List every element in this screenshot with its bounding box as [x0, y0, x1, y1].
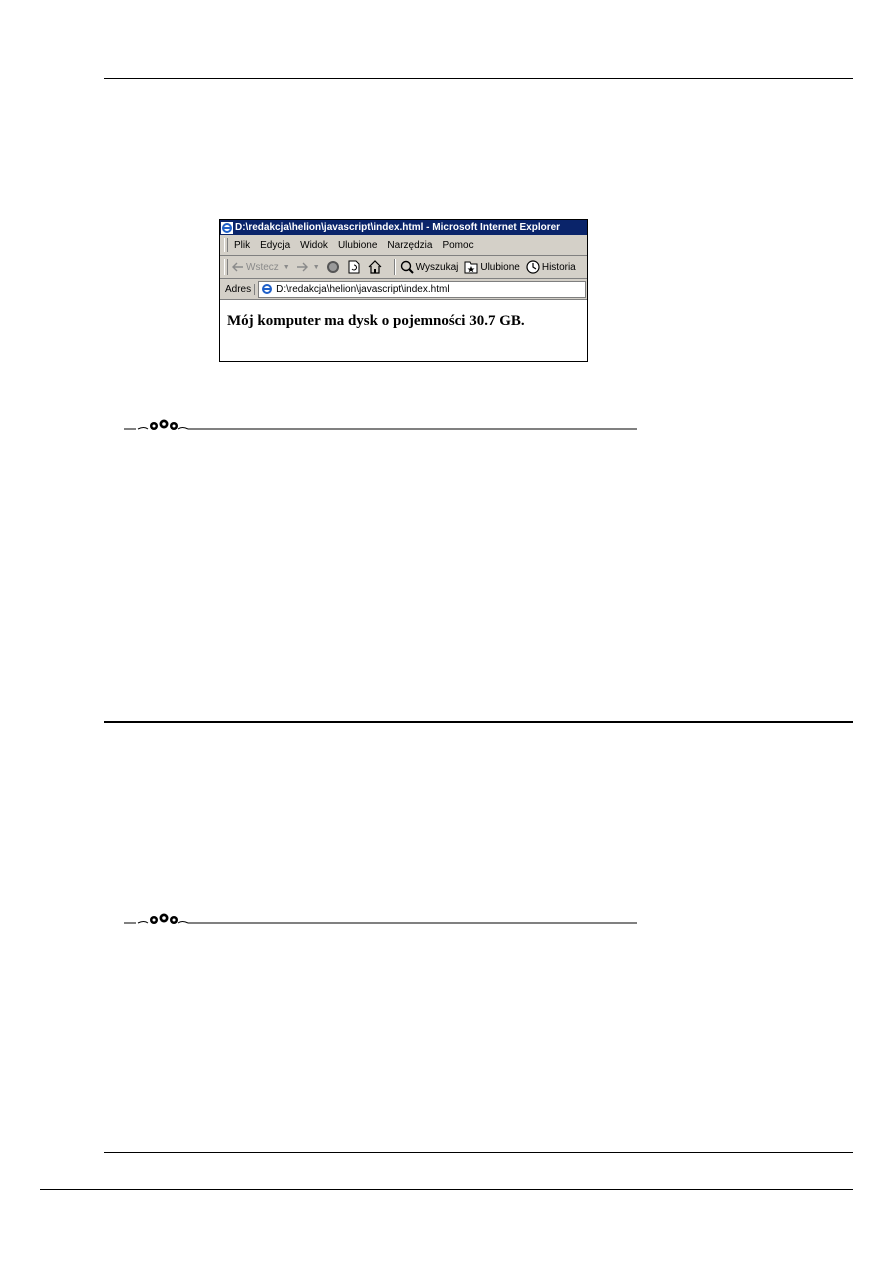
search-button[interactable] [400, 260, 459, 274]
header-rule [104, 78, 853, 79]
menu-item-ulubione[interactable]: Ulubione [337, 239, 378, 251]
lower-rule [104, 1152, 853, 1153]
address-input[interactable] [258, 281, 586, 298]
browser-title-text: D:\redakcja\helion\javascript\index.html - Microsoft Internet Explorer [235, 222, 561, 233]
address-value: D:\redakcja\helion\javascript\index.html [276, 283, 450, 295]
toolbar-grip [224, 259, 228, 275]
back-dropdown-icon[interactable]: ▼ [282, 263, 290, 271]
refresh-icon [348, 260, 360, 274]
menu-item-widok[interactable]: Widok [300, 239, 328, 251]
home-icon [368, 260, 382, 274]
address-bar [220, 279, 587, 300]
ie-logo-icon [221, 222, 233, 234]
menubar-grip [224, 238, 228, 252]
history-button[interactable] [526, 260, 576, 274]
content-text: Mój komputer ma dysk o pojemności 30.7 GB. [227, 313, 525, 329]
address-label: Adres [222, 284, 255, 295]
back-button[interactable] [232, 262, 290, 273]
search-icon [400, 260, 414, 274]
refresh-button[interactable] [348, 260, 362, 274]
search-button-label: Wyszukaj [415, 261, 459, 273]
toolbar-separator [394, 259, 396, 275]
favorites-button[interactable] [464, 261, 519, 274]
ornament-divider-1 [124, 418, 637, 438]
ornament-icon [124, 912, 637, 932]
menu-item-pomoc[interactable]: Pomoc [442, 239, 474, 251]
menu-item-plik[interactable]: Plik [234, 239, 251, 251]
page-icon [261, 283, 273, 295]
stop-icon [326, 260, 340, 274]
favorites-button-label: Ulubione [480, 261, 520, 273]
standard-toolbar [220, 256, 587, 279]
page-content [220, 300, 587, 330]
browser-window [219, 219, 588, 362]
menu-item-narzedzia[interactable]: Narzędzia [387, 239, 433, 251]
forward-button[interactable] [296, 262, 320, 272]
ornament-divider-2 [124, 912, 637, 932]
back-button-label: Wstecz [246, 261, 279, 273]
history-button-label: Historia [541, 261, 576, 273]
favorites-icon [464, 261, 478, 274]
forward-arrow-icon [296, 262, 308, 272]
home-button[interactable] [368, 260, 384, 274]
footer-rule [40, 1189, 853, 1190]
menu-item-edycja[interactable]: Edycja [260, 239, 291, 251]
menu-bar [220, 235, 587, 256]
back-arrow-icon [232, 262, 244, 272]
section-rule [104, 721, 853, 723]
forward-dropdown-icon[interactable]: ▼ [312, 263, 320, 271]
ornament-icon [124, 418, 637, 438]
browser-titlebar[interactable] [220, 220, 587, 235]
history-icon [526, 260, 540, 274]
stop-button[interactable] [326, 260, 342, 274]
